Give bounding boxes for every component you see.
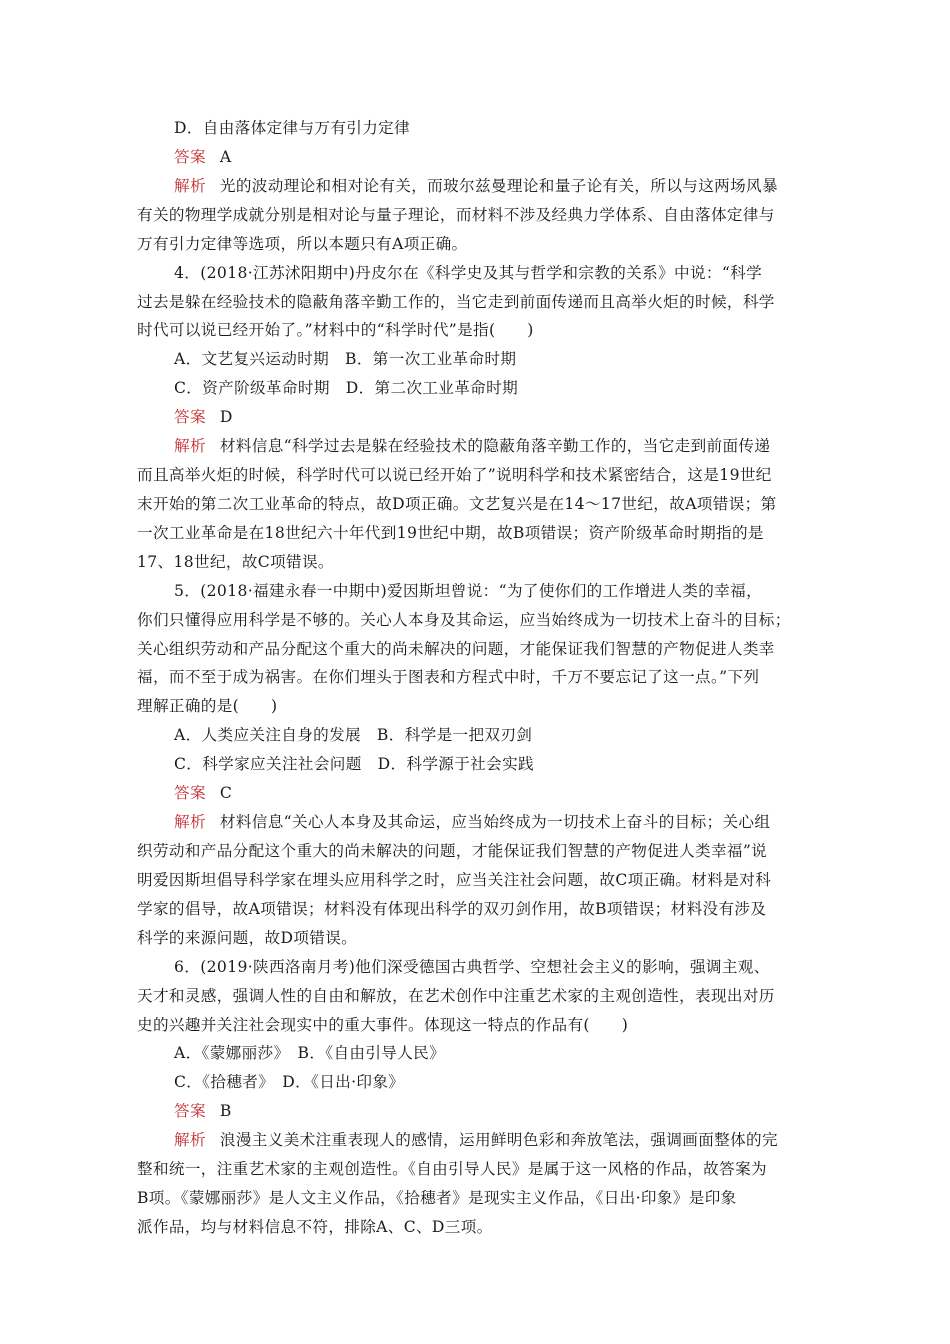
line-text: C．科学家应关注社会问题 D．科学源于社会实践: [174, 755, 534, 774]
line-text: 5．(2018·福建永春一中期中)爱因斯坦曾说：“为了使你们的工作增进人类的幸福，: [174, 581, 763, 600]
text-line: [174, 378, 854, 398]
analysis-label: 解析: [174, 1131, 206, 1150]
line-text: 而且高举火炬的时候，科学时代可以说已经开始了”说明科学和技术紧密结合，这是19世纪: [137, 466, 772, 485]
line-text: 福，而不至于成为祸害。在你们埋头于图表和方程式中时，千万不要忘记了这一点。”下列: [137, 668, 760, 687]
line-text: 一次工业革命是在18世纪六十年代到19世纪中期，故B项错误；资产阶级革命时期指的是: [137, 523, 764, 542]
answer-label: 答案: [174, 147, 206, 166]
line-text: 光的波动理论和相对论有关，而玻尔兹曼理论和量子论有关，所以与这两场风暴: [219, 176, 778, 195]
text-line: [174, 725, 854, 745]
text-line: [137, 320, 817, 340]
text-line: [174, 263, 854, 283]
text-line: [137, 552, 817, 572]
line-text: 你们只懂得应用科学是不够的。关心人本身及其命运，应当始终成为一切技术上奋斗的目标；: [137, 610, 791, 629]
text-line: [137, 639, 817, 659]
text-line: [137, 667, 817, 687]
text-line: [137, 205, 817, 225]
line-text: 有关的物理学成就分别是相对论与量子理论，而材料不涉及经典力学体系、自由落体定律与: [137, 205, 775, 224]
line-text: 浪漫主义美术注重表现人的感情，运用鲜明色彩和奔放笔法，强调画面整体的完: [219, 1131, 778, 1150]
text-line: [137, 494, 817, 514]
line-text: A．文艺复兴运动时期 B．第一次工业革命时期: [174, 350, 517, 369]
line-text: C: [219, 784, 233, 803]
line-text: 末开始的第二次工业革命的特点，故D项正确。文艺复兴是在14～17世纪，故A项错误；第: [137, 494, 777, 513]
line-text: 整和统一，注重艺术家的主观创造性。《自由引导人民》是属于这一风格的作品，故答案为: [137, 1160, 767, 1179]
line-text: 派作品，均与材料信息不符，排除A、C、D三项。: [137, 1217, 493, 1236]
answer-label: 答案: [174, 1102, 206, 1121]
text-line: [174, 581, 854, 601]
line-text: 天才和灵感，强调人性的自由和解放，在艺术创作中注重艺术家的主观创造性，表现出对历: [137, 986, 775, 1005]
text-line: [137, 986, 817, 1006]
analysis-line: [174, 176, 854, 196]
analysis-label: 解析: [174, 813, 206, 832]
answer-line: [174, 1101, 854, 1121]
line-text: 万有引力定律等选项，所以本题只有A项正确。: [137, 234, 468, 253]
line-text: C．《拾穗者》 D．《日出·印象》: [174, 1073, 405, 1092]
analysis-line: [174, 1130, 854, 1150]
text-line: [137, 841, 817, 861]
line-text: 过去是躲在经验技术的隐蔽角落辛勤工作的，当它走到前面传递而且高举火炬的时候，科学: [137, 292, 775, 311]
analysis-label: 解析: [174, 176, 206, 195]
answer-label: 答案: [174, 784, 206, 803]
text-line: [174, 1072, 854, 1092]
answer-line: [174, 783, 854, 803]
line-text: 学家的倡导，故A项错误；材料没有体现出科学的双刃剑作用，故B项错误；材料没有涉及: [137, 899, 767, 918]
text-line: [137, 1217, 817, 1237]
text-line: [137, 1188, 817, 1208]
answer-label: 答案: [174, 408, 206, 427]
line-text: 理解正确的是( ): [137, 697, 278, 716]
text-line: [137, 523, 817, 543]
line-text: C．资产阶级革命时期 D．第二次工业革命时期: [174, 379, 519, 398]
text-line: [174, 754, 854, 774]
line-text: 科学的来源问题，故D项错误。: [137, 928, 358, 947]
line-text: 明爱因斯坦倡导科学家在埋头应用科学之时，应当关注社会问题，故C项正确。材料是对科: [137, 870, 772, 889]
line-text: 4．(2018·江苏沭阳期中)丹皮尔在《科学史及其与哲学和宗教的关系》中说：“科学: [174, 263, 763, 282]
text-line: [137, 1159, 817, 1179]
text-line: [174, 957, 854, 977]
text-line: [137, 696, 817, 716]
analysis-line: [174, 436, 854, 456]
answer-line: [174, 407, 854, 427]
text-line: [137, 465, 817, 485]
text-line: [137, 610, 817, 630]
text-line: [174, 1043, 854, 1063]
line-text: 6．(2019·陕西洛南月考)他们深受德国古典哲学、空想社会主义的影响，强调主观、: [174, 957, 770, 976]
line-text: D．自由落体定律与万有引力定律: [174, 119, 411, 137]
line-text: A．《蒙娜丽莎》 B．《自由引导人民》: [174, 1044, 446, 1063]
text-line: [174, 349, 854, 369]
text-line: [137, 870, 817, 890]
text-line: [137, 292, 817, 312]
line-text: D: [219, 408, 233, 427]
text-line: [137, 928, 817, 948]
line-text: 时代可以说已经开始了。”材料中的“科学时代”是指( ): [137, 321, 534, 340]
line-text: 材料信息“关心人本身及其命运，应当始终成为一切技术上奋斗的目标；关心组: [219, 813, 771, 832]
line-text: 17、18世纪，故C项错误。: [137, 552, 334, 571]
line-text: B: [219, 1102, 232, 1121]
line-text: A: [219, 147, 232, 166]
text-line: [174, 118, 854, 138]
text-line: [137, 899, 817, 919]
text-line: [137, 1015, 817, 1035]
line-text: 织劳动和产品分配这个重大的尚未解决的问题，才能保证我们智慧的产物促进人类幸福”说: [137, 842, 768, 860]
text-line: [137, 234, 817, 254]
line-text: 史的兴趣并关注社会现实中的重大事件。体现这一特点的作品有( ): [137, 1015, 629, 1034]
line-text: B项。《蒙娜丽莎》是人文主义作品，《拾穗者》是现实主义作品，《日出·印象》是印象: [137, 1189, 737, 1208]
line-text: 关心组织劳动和产品分配这个重大的尚未解决的问题，才能保证我们智慧的产物促进人类幸: [137, 639, 775, 658]
analysis-line: [174, 812, 854, 832]
line-text: 材料信息“科学过去是躲在经验技术的隐蔽角落辛勤工作的，当它走到前面传递: [219, 437, 771, 456]
analysis-label: 解析: [174, 437, 206, 456]
line-text: A．人类应关注自身的发展 B．科学是一把双刃剑: [174, 726, 533, 745]
answer-line: [174, 147, 854, 167]
